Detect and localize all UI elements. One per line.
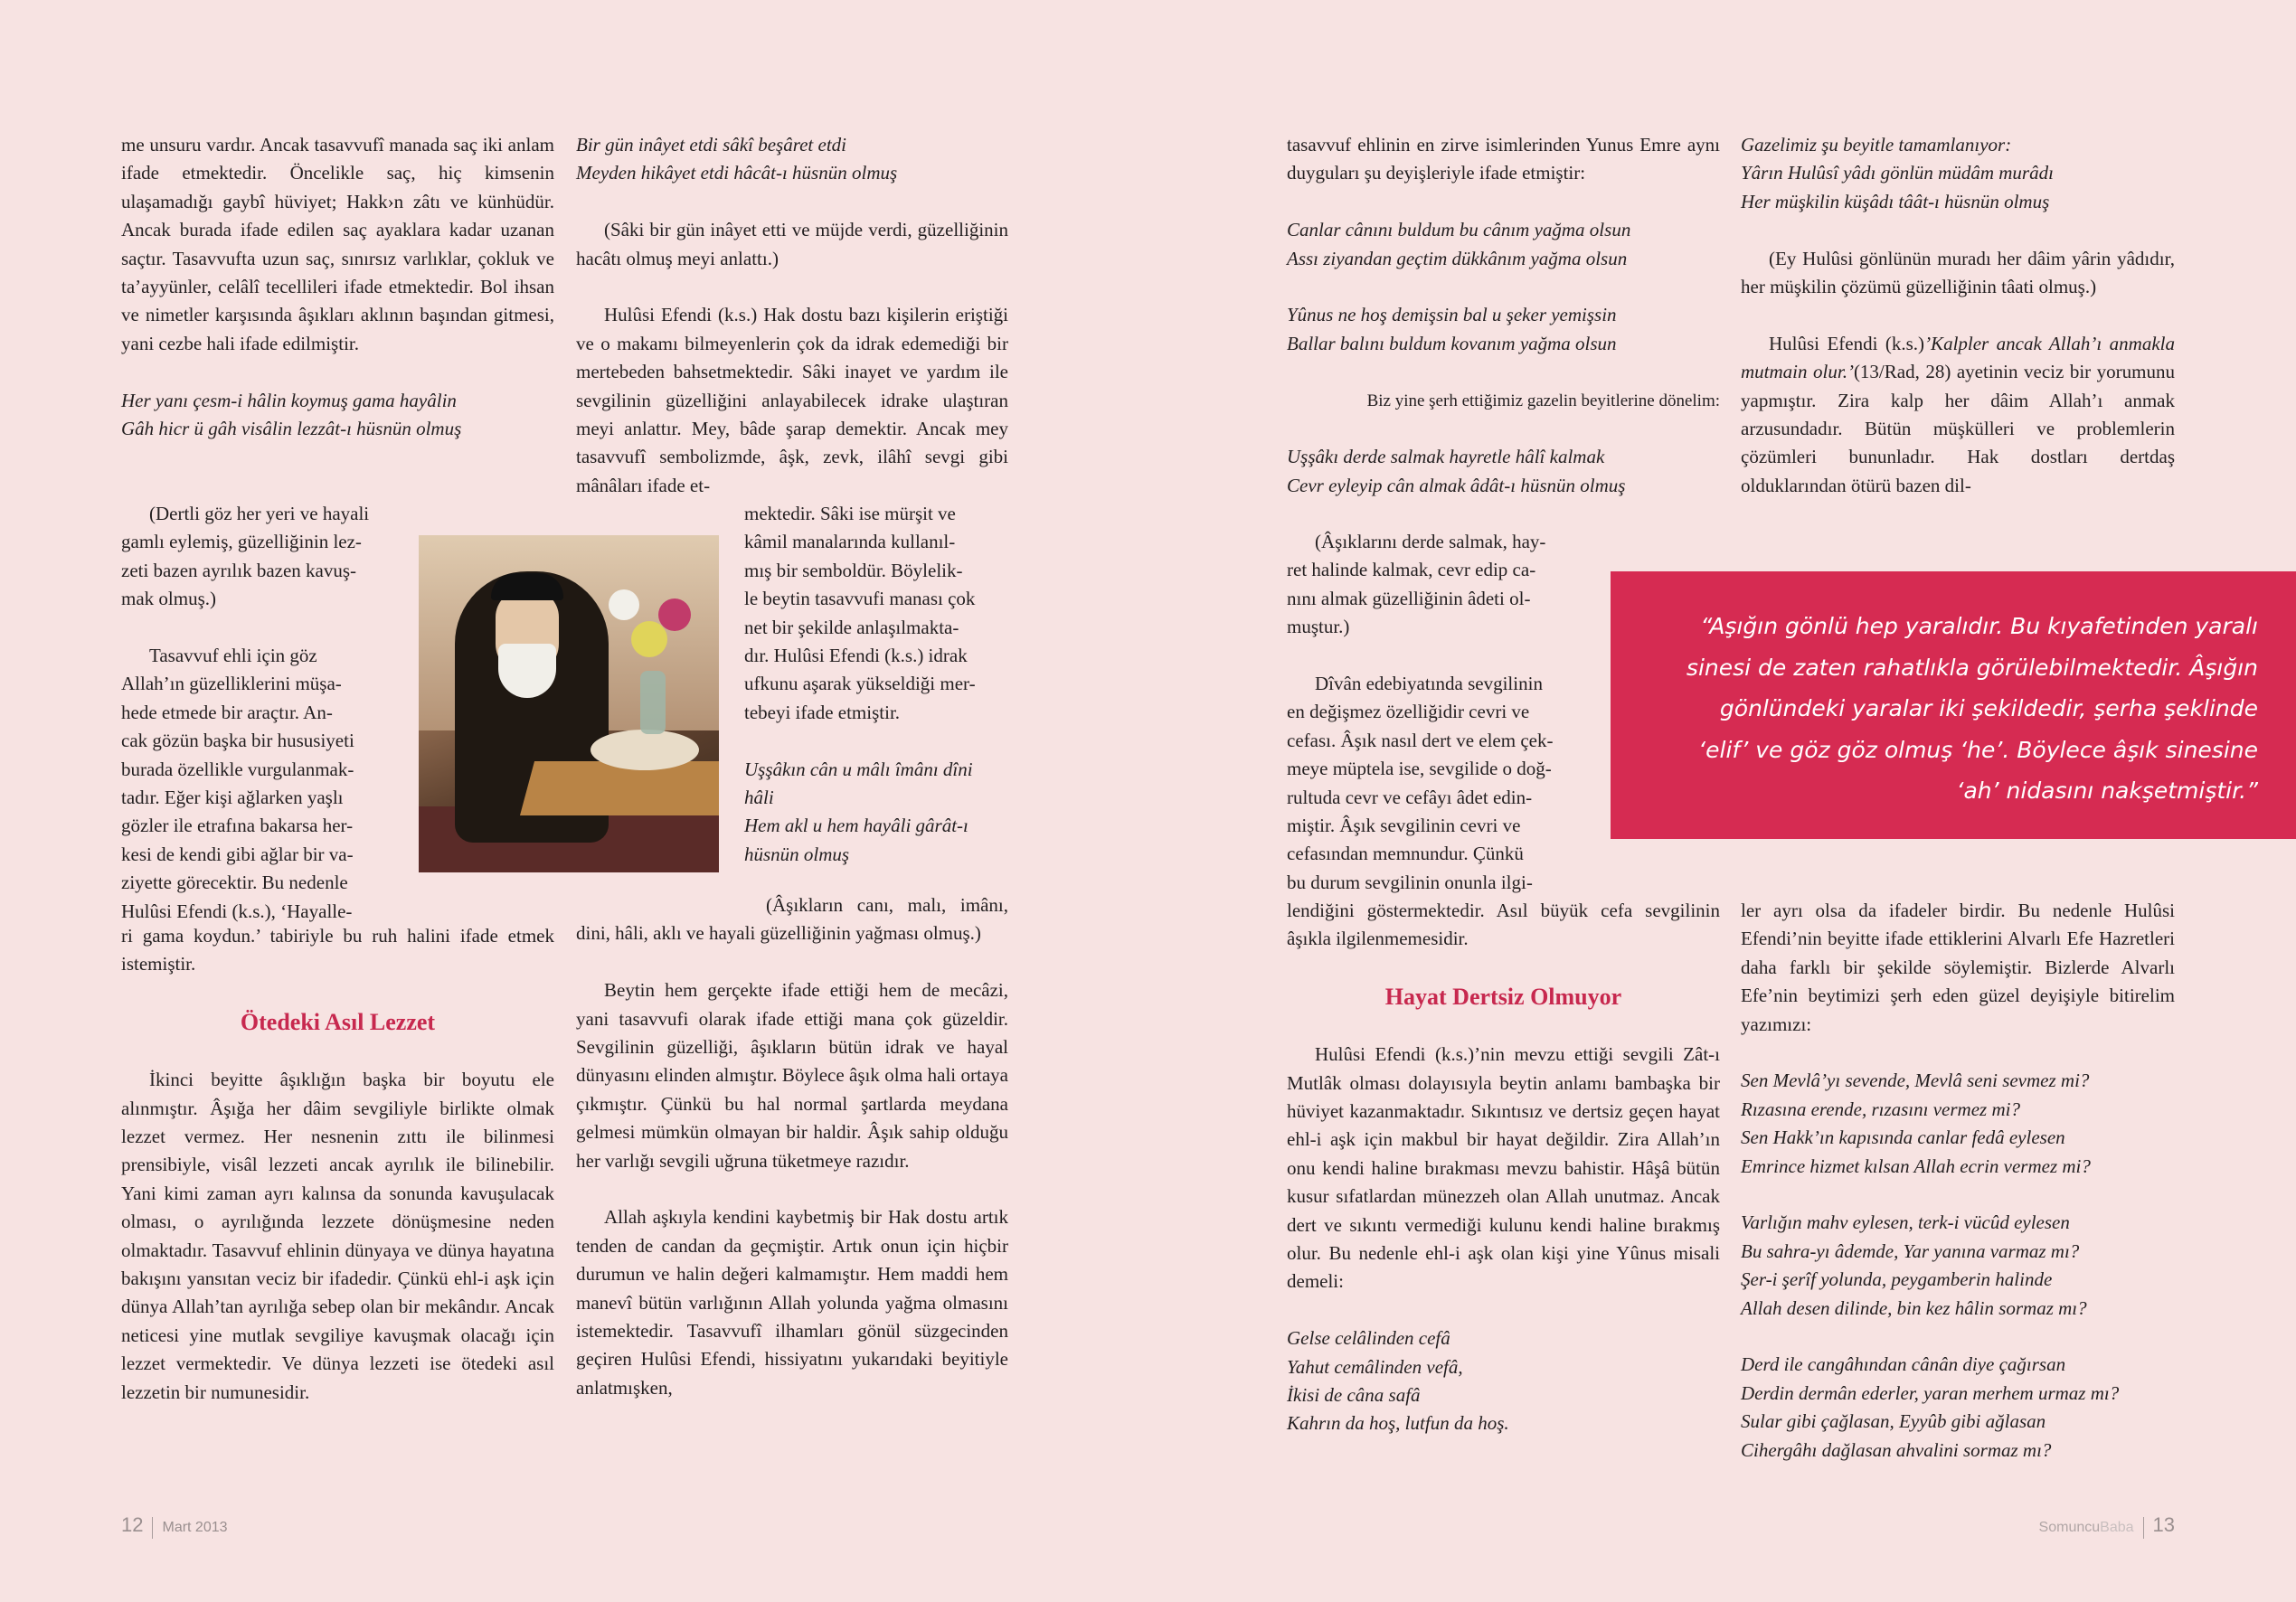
verse-line: hâli bbox=[744, 787, 774, 809]
line: (Dertli göz her yeri ve hayali bbox=[149, 503, 370, 524]
verse-line: Uşşâkın cân u mâlı îmânı dîni bbox=[744, 758, 973, 780]
right-column-1-narrow bbox=[1287, 528, 1592, 897]
left-column-2 bbox=[576, 131, 1008, 500]
line: miştir. Âşık sevgilinin cevri ve bbox=[1287, 815, 1521, 837]
left-column-2-narrow bbox=[744, 500, 1008, 869]
line: cefası. Âşık nasıl dert ve elem çek- bbox=[1287, 729, 1554, 751]
verse: Derd ile cangâhından cânân diye çağırsan Derdin dermân ederler, yaran merhem urmaz mı? Sular gibi çağlasan, Eyyûb gibi ağlasan Cihergâhı dağlasan ahvalini sormaz mı? bbox=[1741, 1353, 2120, 1461]
line: zeti bazen ayrılık bazen kavuş- bbox=[121, 559, 357, 581]
line: bu durum sevgilinin onunla ilgi- bbox=[1287, 871, 1533, 893]
quote-line: ‘ah’ nidasını nakşetmiştir.” bbox=[1956, 777, 2258, 804]
verse-line: Hem akl u hem hayâli gârât-ı bbox=[744, 815, 968, 837]
quote-line: gönlündeki yaralar iki şekildedir, şerha şeklinde bbox=[1719, 695, 2258, 721]
line: cefasından memnundur. Çünkü bbox=[1287, 843, 1524, 865]
verse: Sen Mevlâ’yı sevende, Mevlâ seni sevmez mi? Rızasına erende, rızasını vermez mi? Sen Hakk’ın kapısında canlar fedâ eylesen Emrince hizmet kılsan Allah ecrin vermez mi? bbox=[1741, 1070, 2091, 1177]
verse-line: hüsnün olmuş bbox=[744, 843, 850, 865]
magazine-logo: SomuncuBaba bbox=[2038, 1520, 2134, 1535]
page-number: 13 bbox=[2152, 1513, 2175, 1536]
line: Hulûsi Efendi (k.s.), ‘Hayalle- bbox=[121, 900, 353, 922]
quote-line: “Aşığın gönlü hep yaralıdır. Bu kıyafetinden yaralı bbox=[1700, 613, 2258, 639]
left-column-1-bottom bbox=[121, 922, 554, 1407]
line: Tasavvuf ehli için göz bbox=[149, 645, 317, 667]
right-column-1-bottom bbox=[1287, 897, 1720, 1438]
line: gözler ile etrafına bakarsa her- bbox=[121, 815, 354, 837]
line: nını almak güzelliğinin âdeti ol- bbox=[1287, 587, 1531, 609]
line: Dîvân edebiyatında sevgilinin bbox=[1315, 673, 1543, 695]
verse: Varlığın mahv eylesen, terk-i vücûd eylesen Bu sahra-yı âdemde, Yar yanına varmaz mı? Şer-i şerîf yolunda, peygamberin halinde Allah desen dilinde, bin kez hâlin sormaz mı? bbox=[1741, 1211, 2087, 1319]
line: rultuda cevr ve cefâyı âdet edin- bbox=[1287, 786, 1533, 808]
body-paragraph: (Ey Hulûsi gönlünün muradı her dâim yârin yâdıdır, her müşkilin çözümü güzelliğinin tâati olmuş.) bbox=[1741, 247, 2175, 298]
section-heading: Ötedeki Asıl Lezzet bbox=[240, 1009, 436, 1036]
body-paragraph: Hulûsi Efendi (k.s.) Hak dostu bazı kişilerin eriştiği ve o makamı bilmeyenlerin çok da idrak edemediği bir mertebeden bahsetmektedir. Sâki inayet ve yardım ile sevgilinin güzelliğini anlayabilecek idrake ulaştıran meyi anlattır. Mey, bâde şarap demektir. Ancak mey tasavvufî sembolizmde, âşk, zevk, ilâhî sevgi gibi mânâları ifade et- bbox=[576, 304, 1008, 496]
line: dır. Hulûsi Efendi (k.s.) idrak bbox=[744, 645, 968, 667]
page-number: 12 bbox=[121, 1513, 144, 1536]
left-column-1-narrow bbox=[121, 500, 392, 926]
verse: Canlar cânını buldum bu cânım yağma olsun Assı ziyandan geçtim dükkânım yağma olsun bbox=[1287, 219, 1631, 269]
page-footer-right bbox=[2039, 1513, 2175, 1539]
verse: Gazelimiz şu beyitle tamamlanıyor: Yârın Hulûsî yâdı gönlün müdâm murâdı Her müşkilin küşâdı tâât-ı hüsnün olmuş bbox=[1741, 134, 2054, 212]
portrait-photo bbox=[419, 535, 719, 872]
right-column-2 bbox=[1741, 131, 2175, 500]
line: Allah’ın güzelliklerini müşa- bbox=[121, 673, 342, 695]
issue-date: Mart 2013 bbox=[162, 1520, 228, 1535]
body-paragraph: Beytin hem gerçekte ifade ettiği hem de mecâzi, yani tasavvufi olarak ifade ettiği mana çok güzeldir. Sevgilinin güzelliği, âşıkların bütün idrak ve hayal dünyasını elinden almıştır. Böylece âşık olma hali ortaya çıkmıştır. Çünkü bu hal normal şartlarda meydana gelmesi mümkün olmayan bir haldir. Âşık sahip olduğu her varlığı sevgili uğruna tüketmeye razıdır. bbox=[576, 979, 1008, 1172]
line: mak olmuş.) bbox=[121, 588, 216, 610]
line: kesi de kendi gibi ağlar bir va- bbox=[121, 843, 354, 865]
verse: Bir gün inâyet etdi sâkî beşâret etdi Meyden hikâyet etdi hâcât-ı hüsnün olmuş bbox=[576, 134, 898, 184]
section-heading: Hayat Dertsiz Olmuyor bbox=[1384, 984, 1622, 1011]
line: mektedir. Sâki ise mürşit ve bbox=[744, 503, 956, 524]
body-paragraph: (Âşıkların canı, malı, imânı, dini, hâli, aklı ve hayali güzelliğinin yağması olmuş.) bbox=[576, 894, 1008, 945]
body-paragraph: Hulûsi Efendi (k.s.)’Kalpler ancak Allah’ı anmakla mutmain olur.’(13/Rad, 28) ayetinin veciz bir yorumunu yapmıştır. Zira kalp her dâim Allah’ı anmak arzusundadır. Bütün müşkülleri ve problemlerin çözümleri bununladır. Hak dostları dertdaş olduklarından ötürü bazen dil- bbox=[1741, 332, 2175, 496]
verse: Yûnus ne hoş demişsin bal u şeker yemişsin Ballar balını buldum kovanım yağma olsun bbox=[1287, 304, 1617, 354]
body-paragraph: Allah aşkıyla kendini kaybetmiş bir Hak dostu artık tenden de candan da geçmiştir. Artık onun için hiçbir durumun ve halin değeri kalmamıştır. Hem maddi hem manevî bütün varlığının Allah yolunda yağma olmasını istemektedir. Tasavvufî ilhamları gönül süzgecinden geçiren Hulûsi Efendi, hissiyatını yukarıdaki beyitiyle anlatmışken, bbox=[576, 1206, 1008, 1399]
verse: Uşşâkı derde salmak hayretle hâlî kalmak Cevr eyleyip cân almak âdât-ı hüsnün olmuş bbox=[1287, 446, 1626, 496]
line: (Âşıklarını derde salmak, hay- bbox=[1315, 531, 1546, 552]
line: muştur.) bbox=[1287, 616, 1350, 638]
quote-line: sinesi de zaten rahatlıkla görülebilmektedir. Âşığın bbox=[1686, 654, 2258, 681]
quote-line: ‘elif’ ve göz göz olmuş ‘he’. Böylece âşık sinesine bbox=[1698, 736, 2258, 763]
body-paragraph: (Sâki bir gün inâyet etti ve müjde verdi, güzelliğinin hacâtı olmuş meyi anlattı.) bbox=[576, 219, 1008, 269]
line: mış bir semboldür. Böylelik- bbox=[744, 559, 963, 581]
body-paragraph: Hulûsi Efendi (k.s.)’nin mevzu ettiği sevgili Zât-ı Mutlâk olması dolayısıyla beytin anlamı bambaşka bir hüviyet kazanmaktadır. Sıkıntısız ve dertsiz geçen hayat ehl-i aşk için makbul bir hayat değildir. Zira Allah’ın onu kendi haline bırakması mevzu bahistir. Hâşâ bütün kusur sıfatlardan münezzeh olan Allah unutmaz. Ancak dert ve sıkıntı vermediği kulunu kendi haline bırakmış olur. Bu nedenle ehl-i aşk olan kişi yine Yûnus misali demeli: bbox=[1287, 1043, 1720, 1293]
line: tebeyi ifade etmiştir. bbox=[744, 701, 901, 723]
line: burada özellikle vurgulanmak- bbox=[121, 758, 354, 780]
line: en değişmez özelliğidir cevri ve bbox=[1287, 701, 1530, 723]
right-column-1 bbox=[1287, 131, 1720, 529]
body-paragraph: lendiğini göstermektedir. Asıl büyük cefa sevgilinin âşıkla ilgilenmemesidir. bbox=[1287, 900, 1720, 950]
line: le beytin tasavvufi manası çok bbox=[744, 588, 976, 610]
body-paragraph: ler ayrı olsa da ifadeler birdir. Bu nedenle Hulûsi Efendi’nin beyitte ifade ettiklerini Alvarlı Efe Hazretleri daha farklı bir şekilde söylemiştir. Bizlerde Alvarlı Efe’nin beytimizi şerh eden güzel deyişiyle bitirelim yazımızı: bbox=[1741, 900, 2175, 1035]
line: hede etmede bir araçtır. An- bbox=[121, 701, 333, 723]
right-column-2-bottom bbox=[1741, 897, 2175, 1465]
line: tadır. Eğer kişi ağlarken yaşlı bbox=[121, 787, 344, 809]
verse: Gelse celâlinden cefâ Yahut cemâlinden vefâ, İkisi de câna safâ Kahrın da hoş, lutfun da hoş. bbox=[1287, 1327, 1509, 1435]
left-column-1 bbox=[121, 131, 554, 472]
line: kâmil manalarında kullanıl- bbox=[744, 531, 956, 553]
page-footer-left bbox=[121, 1513, 228, 1539]
line: ufkunu aşarak yükseldiği mer- bbox=[744, 673, 976, 695]
body-paragraph: ri gama koydun.’ tabiriyle bu ruh halini ifade etmek istemiştir. bbox=[121, 925, 554, 975]
line: ret halinde kalmak, cevr edip ca- bbox=[1287, 559, 1536, 581]
line: meye müptela ise, sevgilide o doğ- bbox=[1287, 758, 1552, 780]
line: cak gözün başka bir hususiyeti bbox=[121, 730, 354, 752]
line: gamlı eylemiş, güzelliğinin lez- bbox=[121, 531, 362, 553]
body-paragraph: me unsuru vardır. Ancak tasavvufî manada saç iki anlam ifade etmektedir. Öncelikle saç, hiç kimsenin ulaşamadığı gaybî hüviyet; Hakk›n zâtı ve künhüdür. Ancak burada ifade edilen saç ayaklara kadar uzanan saçtır. Tasavvufta uzun saç, sınırsız varlıklar, çokluk ve ta’ayyünler, celâlî tecellileri ifade etmektedir. Bol ihsan ve nimetler karşısında âşıkları aklının başından gitmesi, yani cezbe hali ifade edilmiştir. bbox=[121, 134, 554, 354]
note: Biz yine şerh ettiğimiz gazelin beyitlerine dönelim: bbox=[1366, 391, 1720, 410]
line: ziyette görecektir. Bu nedenle bbox=[121, 872, 348, 894]
body-paragraph: İkinci beyitte âşıklığın başka bir boyutu ele alınmıştır. Âşığa her dâim sevgiliyle birlikte olmak lezzet vermez. Her nesnenin zıttı ile bilinmesi prensibiyle, visâl lezzeti ancak ayrılık ile bilinebilir. Yani kimi zaman ayrı kalınsa da sonunda kavuşulacak olması, o ayrılığında lezzete dönüşmesine neden olmaktadır. Tasavvuf ehlinin dünyaya ve dünya hayatına bakışını yansıtan veciz bir ifadedir. Çünkü ehl-i aşk için dünya Allah’tan ayrılığa sebep olan bir mekândır. Ancak neticesi yine mutlak sevgiliye kavuşmak olacağı için lezzet vermektedir. Ve dünya lezzeti ise ötedeki asıl lezzetin bir numunesidir. bbox=[121, 1069, 554, 1403]
line: net bir şekilde anlaşılmakta- bbox=[744, 616, 959, 638]
body-paragraph: tasavvuf ehlinin en zirve isimlerinden Yunus Emre aynı duyguları şu deyişleriyle ifade etmiştir: bbox=[1287, 134, 1720, 184]
verse: Her yanı çesm-i hâlin koymuş gama hayâlin Gâh hicr ü gâh visâlin lezzât-ı hüsnün olmuş bbox=[121, 389, 462, 440]
left-column-2-bottom bbox=[576, 891, 1008, 1402]
pull-quote bbox=[1611, 571, 2296, 839]
